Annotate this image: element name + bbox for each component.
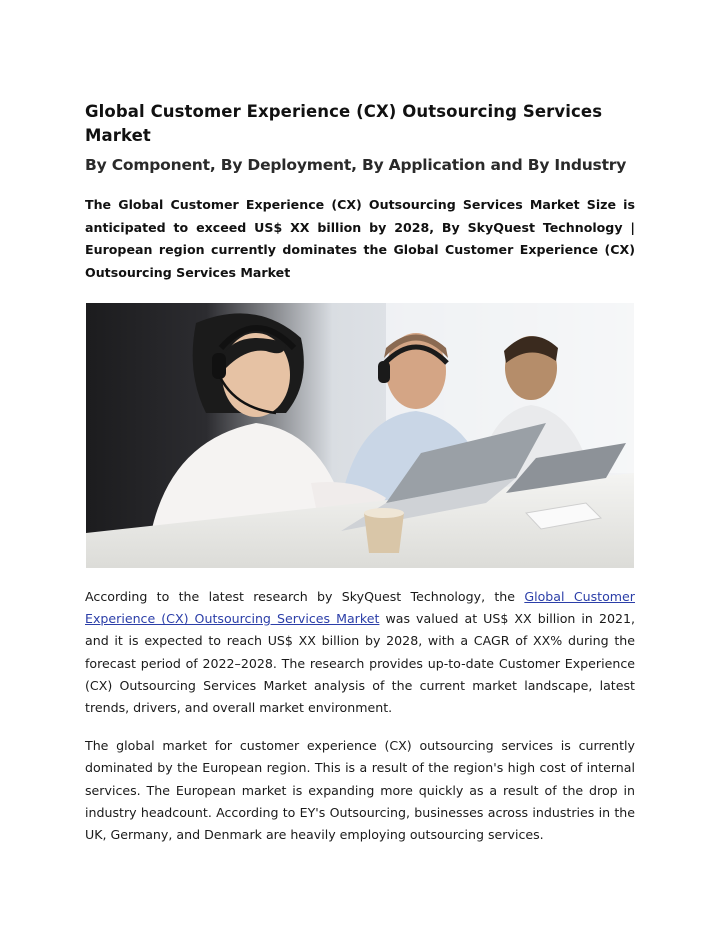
document-page bbox=[85, 100, 635, 846]
lead-paragraph: The Global Customer Experience (CX) Outsourcing Services Market Size is anticipated to exceed US$ XX billion by 2028, By SkyQuest Technology | European region currently dominates the Global Customer Experience (CX) Outsourcing Services Market bbox=[85, 197, 635, 280]
market-report-link[interactable]: Global Customer Experience (CX) Outsourcing Services Market bbox=[85, 589, 635, 627]
call-center-photo bbox=[86, 303, 634, 568]
paragraph-text-after-link: was valued at US$ XX billion in 2021, and it is expected to reach US$ XX billion by 2028, with a CAGR of XX% during the forecast period of 2022–2028. The research provides up-to-date Customer Experience (CX) Outsourcing Services Market analysis of the current market landscape, latest trends, drivers, and overall market environment. bbox=[85, 611, 635, 716]
call-center-illustration bbox=[86, 303, 634, 568]
paragraph-text-before-link: According to the latest research by SkyQuest Technology, the bbox=[85, 589, 525, 604]
research-paragraph bbox=[85, 586, 635, 719]
page-subtitle: By Component, By Deployment, By Application and By Industry bbox=[85, 156, 627, 174]
page-title: Global Customer Experience (CX) Outsourcing Services Market bbox=[85, 102, 603, 145]
europe-paragraph: The global market for customer experience (CX) outsourcing services is currently dominated by the European region. This is a result of the region's high cost of internal services. The European market is expanding more quickly as a result of the drop in industry headcount. According to EY's Outsourcing, businesses across industries in the UK, Germany, and Denmark are heavily employing outsourcing services. bbox=[85, 738, 635, 843]
